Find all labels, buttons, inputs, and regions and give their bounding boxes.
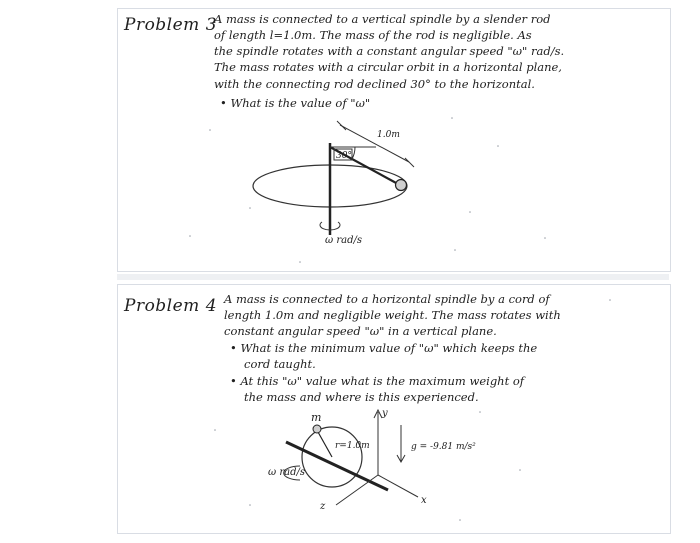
omega-label: ω rad/s [268, 467, 305, 478]
gravity-label: g = -9.81 m/s² [411, 442, 476, 452]
problem-3-question: • What is the value of "ω" [220, 96, 371, 110]
x-axis [378, 475, 418, 497]
mass-label: m [311, 411, 322, 424]
problem-3-title: Problem 3 [124, 15, 218, 35]
rod-length-label: 1.0m [377, 130, 400, 140]
problem-4-line-3: constant angular speed "ω" in a vertical plane. [224, 324, 497, 338]
angle-label: 30° [336, 151, 352, 161]
z-axis-label: z [320, 501, 326, 512]
problem-3-line-2: of length l=1.0m. The mass of the rod is negligible. As [214, 28, 532, 42]
z-axis [336, 475, 378, 505]
problem-3-line-4: The mass rotates with a circular orbit in a horizontal plane, [214, 60, 562, 74]
y-axis-label: y [382, 408, 388, 419]
problem-4-title: Problem 4 [124, 296, 218, 316]
problem-4-question-2: • At this "ω" value what is the maximum weight of [230, 374, 525, 388]
problem-3-line-1: A mass is connected to a vertical spindle by a slender rod [214, 12, 551, 26]
cord [318, 432, 332, 457]
mass [313, 425, 321, 433]
problem-4-line-1: A mass is connected to a horizontal spindle by a cord of [224, 292, 550, 306]
omega-label: ω rad/s [325, 235, 362, 246]
problem-3-line-3: the spindle rotates with a constant angular speed "ω" rad/s. [214, 44, 565, 58]
x-axis-label: x [421, 495, 427, 506]
problem-3-line-5: with the connecting rod declined 30° to the horizontal. [214, 77, 535, 91]
problem-4-line-2: length 1.0m and negligible weight. The mass rotates with [224, 308, 561, 322]
problem-4-question-2-cont: the mass and where is this experienced. [244, 390, 479, 404]
problem-4-question-1-cont: cord taught. [244, 357, 316, 371]
radius-label: r=1.0m [335, 441, 370, 451]
problem-4-question-1: • What is the minimum value of "ω" which keeps the [230, 341, 538, 355]
